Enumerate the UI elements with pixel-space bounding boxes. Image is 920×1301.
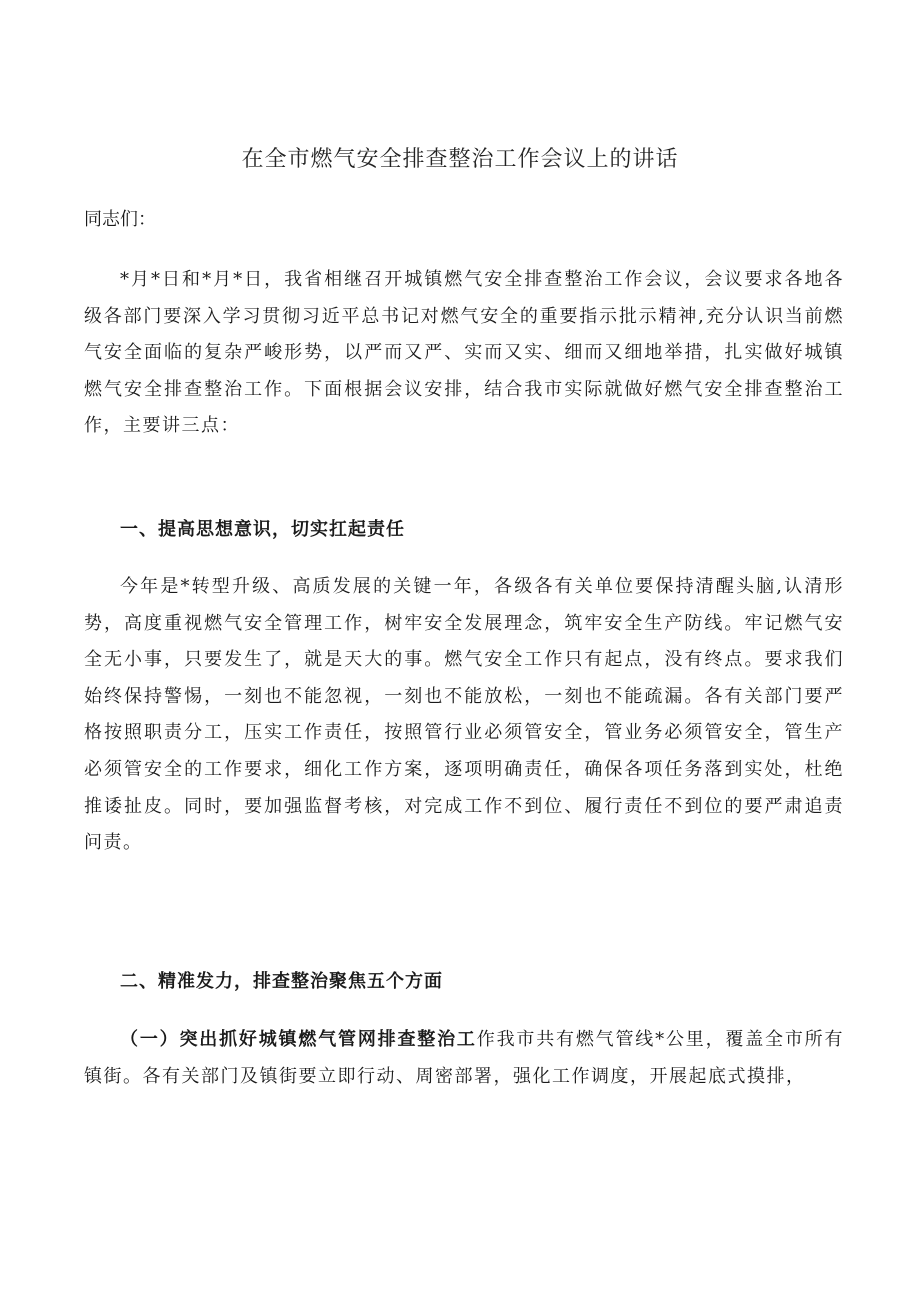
- item-1-bold-lead: （一）突出抓好城镇燃气管网排查整治工: [120, 1029, 477, 1050]
- section-1-paragraph: 今年是*转型升级、高质发展的关键一年，各级各有关单位要保持清醒头脑,认清形势，高度重视燃气安全管理工作，树牢安全发展理念，筑牢安全生产防线。牢记燃气安全无小事，只要发生了，就是天大的事。燃气安全工作只有起点，没有终点。要求我们始终保持警惕，一刻也不能忽视，一刻也不能放松，一刻也不能疏漏。各有关部门要严格按照职责分工，压实工作责任，按照管行业必须管安全，管业务必须管安全，管生产必须管安全的工作要求，细化工作方案，逐项明确责任，确保各项任务落到实处，杜绝推诿扯皮。同时，要加强监督考核，对完成工作不到位、履行责任不到位的要严肃追责问责。: [84, 576, 844, 854]
- section-2-item-1-paragraph: [84, 1022, 844, 1095]
- greeting: 同志们：: [84, 209, 156, 230]
- document-title: 在全市燃气安全排查整治工作会议上的讲话: [241, 147, 679, 172]
- intro-paragraph: *月*日和*月*日，我省相继召开城镇燃气安全排查整治工作会议，会议要求各地各级各部门要深入学习贯彻习近平总书记对燃气安全的重要指示批示精神,充分认识当前燃气安全面临的复杂严峻形势，以严而又严、实而又实、细而又细地举措，扎实做好城镇燃气安全排查整治工作。下面根据会议安排，结合我市实际就做好燃气安全排查整治工作，主要讲三点：: [84, 269, 844, 437]
- section-2-heading: 二、精准发力，排查整治聚焦五个方面: [120, 971, 443, 992]
- section-1-heading: 一、提高思想意识，切实扛起责任: [120, 519, 405, 540]
- item-1-body: 作我市共有燃气管线*公里，覆盖全市所有镇街。各有关部门及镇街要立即行动、周密部署，强化工作调度，开展起底式摸排，: [84, 1029, 844, 1087]
